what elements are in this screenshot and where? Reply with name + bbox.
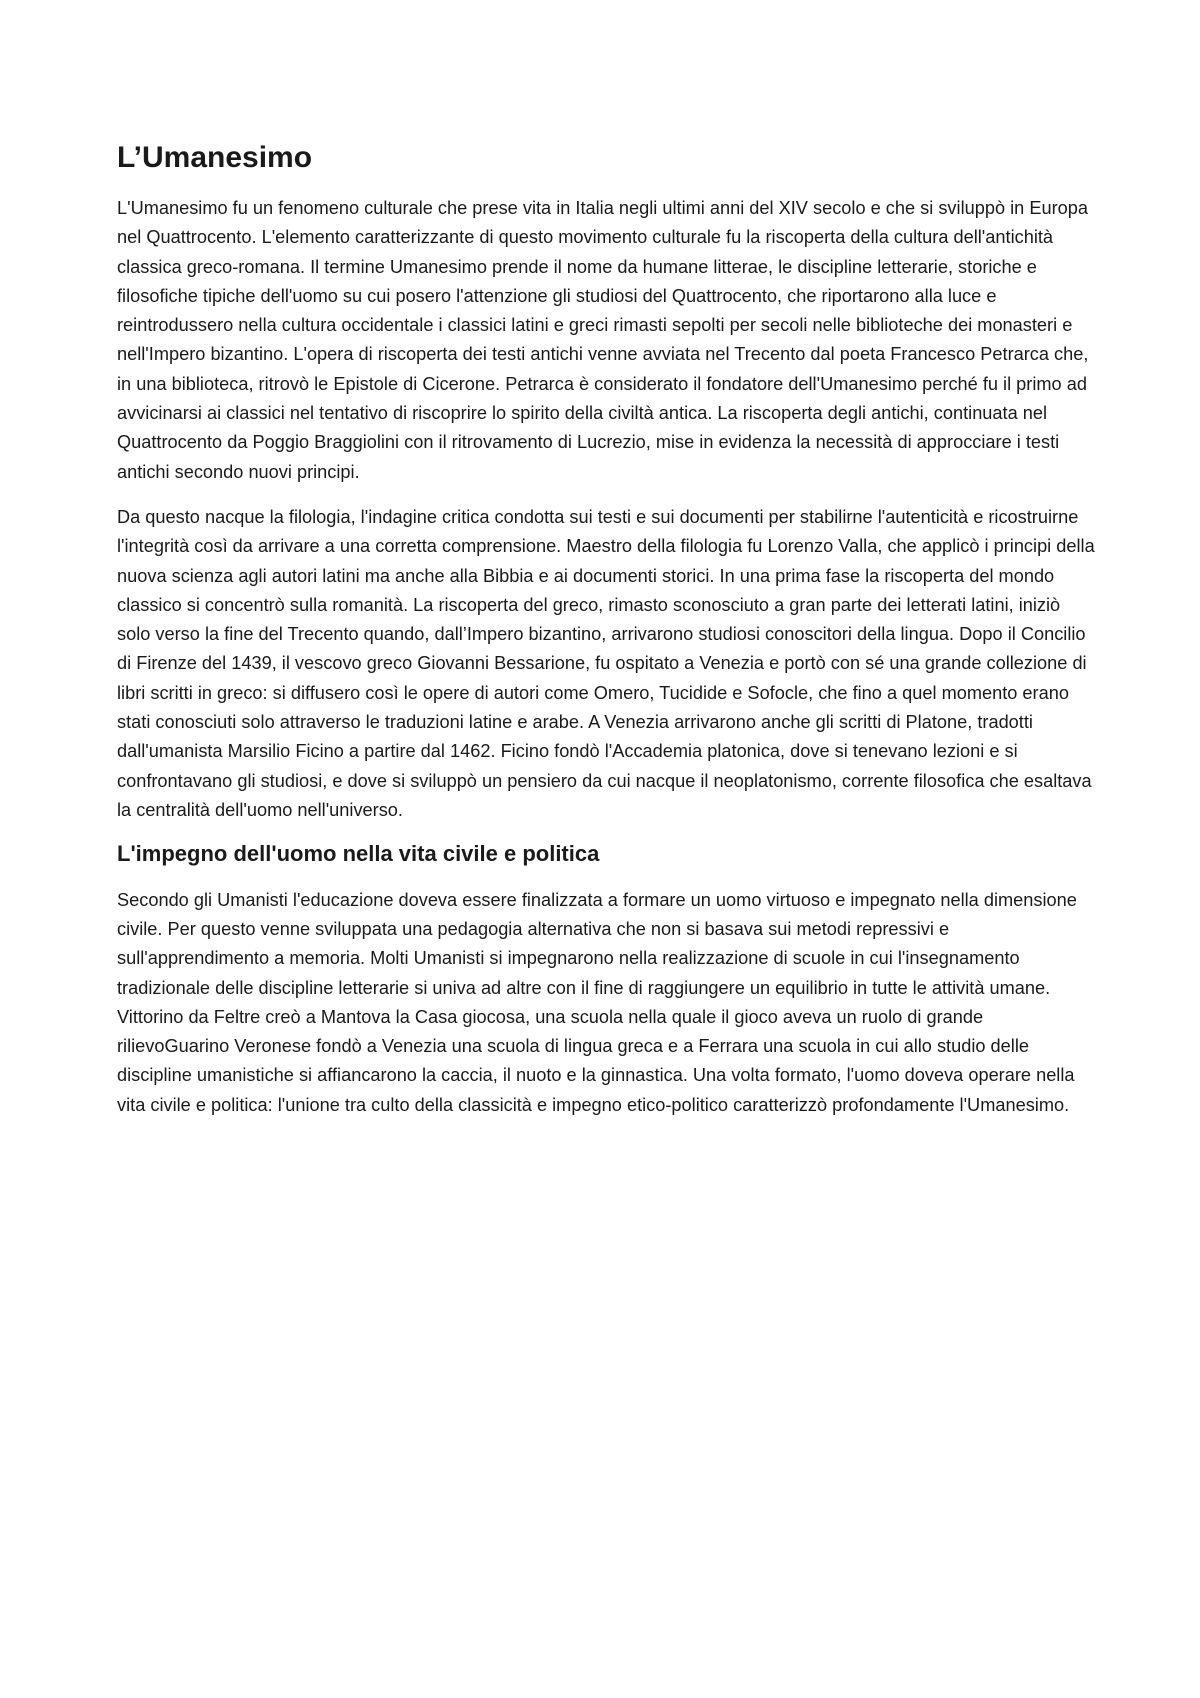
paragraph-intro: L'Umanesimo fu un fenomeno culturale che prese vita in Italia negli ultimi anni del XIV secolo e che si sviluppò in Europa nel Quattrocento. L'elemento caratterizzante di questo movimento culturale fu la riscoperta della cultura dell'antichità classica greco-romana. Il termine Umanesimo prende il nome da humane litterae, le discipline letterarie, storiche e filosofiche tipiche dell'uomo su cui posero l'attenzione gli studiosi del Quattrocento, che riportarono alla luce e reintrodussero nella cultura occidentale i classici latini e greci rimasti sepolti per secoli nelle biblioteche dei monasteri e nell'Impero bizantino. L'opera di riscoperta dei testi antichi venne avviata nel Trecento dal poeta Francesco Petrarca che, in una biblioteca, ritrovò le Epistole di Cicerone. Petrarca è considerato il fondatore dell'Umanesimo perché fu il primo ad avvicinarsi ai classici nel tentativo di riscoprire lo spirito della civiltà antica. La riscoperta degli antichi, continuata nel Quattrocento da Poggio Braggiolini con il ritrovamento di Lucrezio, mise in evidenza la necessità di approcciare i testi antichi secondo nuovi principi. <box>117 198 1089 482</box>
document-page <box>117 140 1097 1136</box>
section-heading: L'impegno dell'uomo nella vita civile e politica <box>117 841 600 867</box>
paragraph-philology: Da questo nacque la filologia, l'indagine critica condotta sui testi e sui documenti per stabilirne l'autenticità e ricostruirne l'integrità così da arrivare a una corretta comprensione. Maestro della filologia fu Lorenzo Valla, che applicò i principi della nuova scienza agli autori latini ma anche alla Bibbia e ai documenti storici. In una prima fase la riscoperta del mondo classico si concentrò sulla romanità. La riscoperta del greco, rimasto sconosciuto a gran parte dei letterati latini, iniziò solo verso la fine del Trecento quando, dall’Impero bizantino, arrivarono studiosi conoscitori della lingua. Dopo il Concilio di Firenze del 1439, il vescovo greco Giovanni Bessarione, fu ospitato a Venezia e portò con sé una grande collezione di libri scritti in greco: si diffusero così le opere di autori come Omero, Tucidide e Sofocle, che fino a quel momento erano stati conosciuti solo attraverso le traduzioni latine e arabe. A Venezia arrivarono anche gli scritti di Platone, tradotti dall'umanista Marsilio Ficino a partire dal 1462. Ficino fondò l'Accademia platonica, dove si tenevano lezioni e si confrontavano gli studiosi, e dove si sviluppò un pensiero da cui nacque il neoplatonismo, corrente filosofica che esaltava la centralità dell'uomo nell'universo. <box>117 506 1095 820</box>
page-title: L’Umanesimo <box>117 141 313 174</box>
paragraph-civic-life: Secondo gli Umanisti l'educazione doveva essere finalizzata a formare un uomo virtuoso e impegnato nella dimensione civile. Per questo venne sviluppata una pedagogia alternativa che non si basava sui metodi repressivi e sull'apprendimento a memoria. Molti Umanisti si impegnarono nella realizzazione di scuole in cui l'insegnamento tradizionale delle discipline letterarie si univa ad altre con il fine di raggiungere un equilibrio in tutte le attività umane. Vittorino da Feltre creò a Mantova la Casa giocosa, una scuola nella quale il gioco aveva un ruolo di grande rilievoGuarino Veronese fondò a Venezia una scuola di lingua greca e a Ferrara una scuola in cui allo studio delle discipline umanistiche si affiancarono la caccia, il nuoto e la ginnastica. Una volta formato, l'uomo doveva operare nella vita civile e politica: l'unione tra culto della classicità e impegno etico-politico caratterizzò profondamente l'Umanesimo. <box>117 889 1077 1115</box>
